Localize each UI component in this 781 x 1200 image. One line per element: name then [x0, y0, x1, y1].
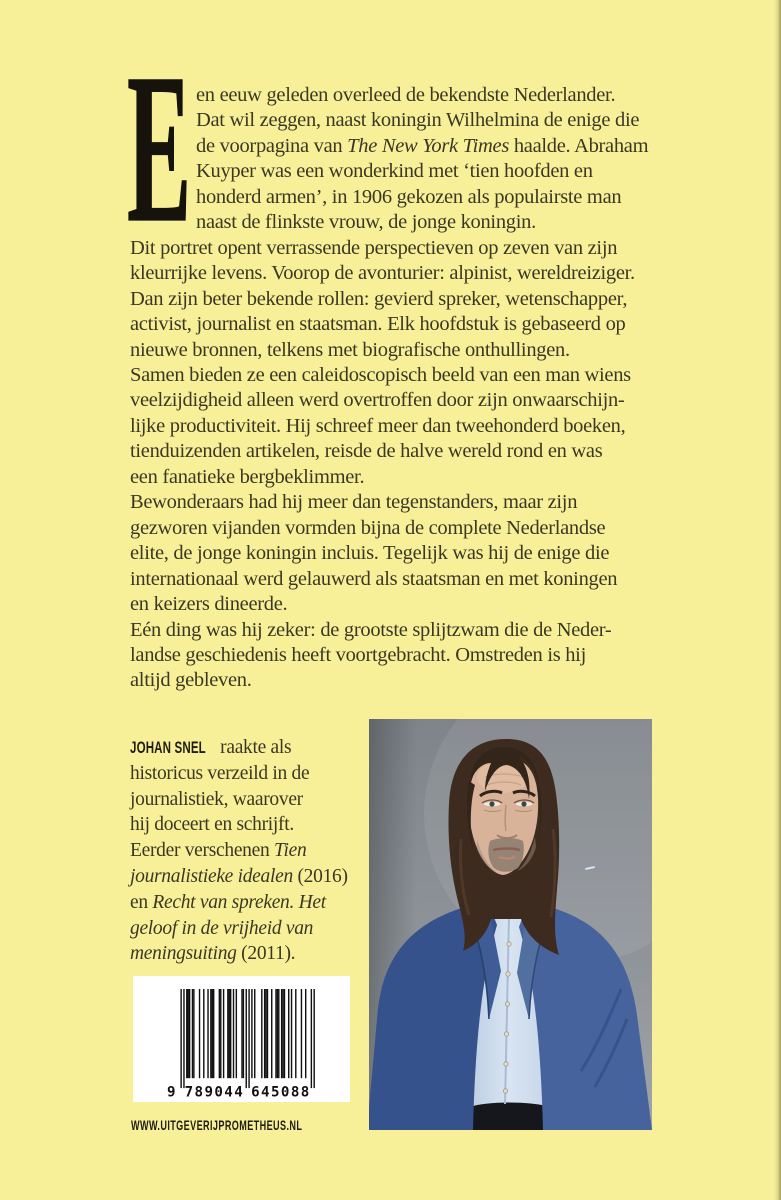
- text-line: de voorpagina van The New York Times haalde. Abraham: [196, 134, 649, 157]
- text-line: Eén ding was hij zeker: de grootste splijtzwam die de Neder-: [130, 618, 612, 641]
- text-line: elite, de jonge koningin incluis. Tegelijk was hij de enige die: [130, 542, 610, 565]
- isbn-barcode: [133, 976, 350, 1102]
- text-line: historicus verzeild in de: [130, 762, 310, 784]
- drop-cap-letter: E: [127, 30, 192, 267]
- text-line: tienduizenden artikelen, reisde de halve wereld rond en was: [130, 440, 603, 463]
- text-line: veelzijdigheid alleen werd overtroffen door zijn onwaarschijn-: [130, 389, 625, 412]
- text-line: Bewonderaars had hij meer dan tegenstanders, maar zijn: [130, 491, 578, 514]
- text-line: journalistiek, waarover: [130, 788, 303, 810]
- text-line: en eeuw geleden overleed de bekendste Nederlander.: [196, 84, 616, 106]
- text-line: kleurrijke levens. Voorop de avonturier: alpinist, wereldreiziger.: [130, 262, 635, 285]
- text-line: hij doceert en schrijft.: [130, 814, 294, 836]
- text-line: activist, journalist en staatsman. Elk hoofdstuk is gebaseerd op: [130, 313, 626, 336]
- text-line: en Recht van spreken. Het: [130, 891, 326, 913]
- barcode-graphic: [166, 989, 318, 1098]
- text-line: honderd armen’, in 1906 gekozen als populairste man: [196, 185, 622, 208]
- text-line: meningsuiting (2011).: [130, 943, 296, 965]
- text-line: Dit portret opent verrassende perspectieven op zeven van zijn: [130, 236, 618, 259]
- blurb-text: [130, 83, 648, 694]
- text-line: landse geschiedenis heeft voortgebracht. Omstreden is hij: [130, 643, 586, 666]
- publisher-website-text: WWW.UITGEVERIJPROMETHEUS.NL: [131, 1117, 303, 1133]
- text-line: journalistieke idealen (2016): [130, 865, 348, 887]
- page-edge-shadow: [773, 0, 781, 1200]
- text-line: Dan zijn beter bekende rollen: gevierd spreker, wetenschapper,: [130, 287, 628, 310]
- text-line: Samen bieden ze een caleidoscopisch beeld van een man wiens: [130, 363, 631, 386]
- barcode-digit-lead: 9: [166, 1084, 175, 1098]
- text-line: lijke productiviteit. Hij schreef meer dan tweehonderd boeken,: [130, 414, 626, 437]
- text-line: geloof in de vrijheid van: [130, 917, 314, 939]
- barcode-digits-right: 645088: [250, 1084, 311, 1098]
- text-line: en keizers dineerde.: [130, 593, 288, 616]
- text-line: gezworen vijanden vormden bijna de complete Nederlandse: [130, 516, 606, 539]
- text-line: nieuwe bronnen, telkens met biografische onthullingen.: [130, 338, 570, 361]
- text-line: JOHAN SNEL raakte als: [130, 737, 292, 758]
- text-line: internationaal werd gelauwerd als staatsman en met koningen: [130, 567, 618, 590]
- text-line: Dat wil zeggen, naast koningin Wilhelmina de enige die: [196, 109, 640, 132]
- text-line: Kuyper was een wonderkind met ‘tien hoofden en: [196, 160, 593, 183]
- text-line: een fanatieke bergbeklimmer.: [130, 465, 365, 488]
- author-bio: [130, 735, 348, 967]
- text-line: altijd gebleven.: [130, 669, 252, 692]
- barcode-digits-left: 789044: [184, 1084, 244, 1098]
- author-portrait-photo: [369, 719, 652, 1130]
- text-line: Eerder verschenen Tien: [130, 840, 307, 862]
- text-line: naast de flinkste vrouw, de jonge koningin.: [196, 211, 536, 234]
